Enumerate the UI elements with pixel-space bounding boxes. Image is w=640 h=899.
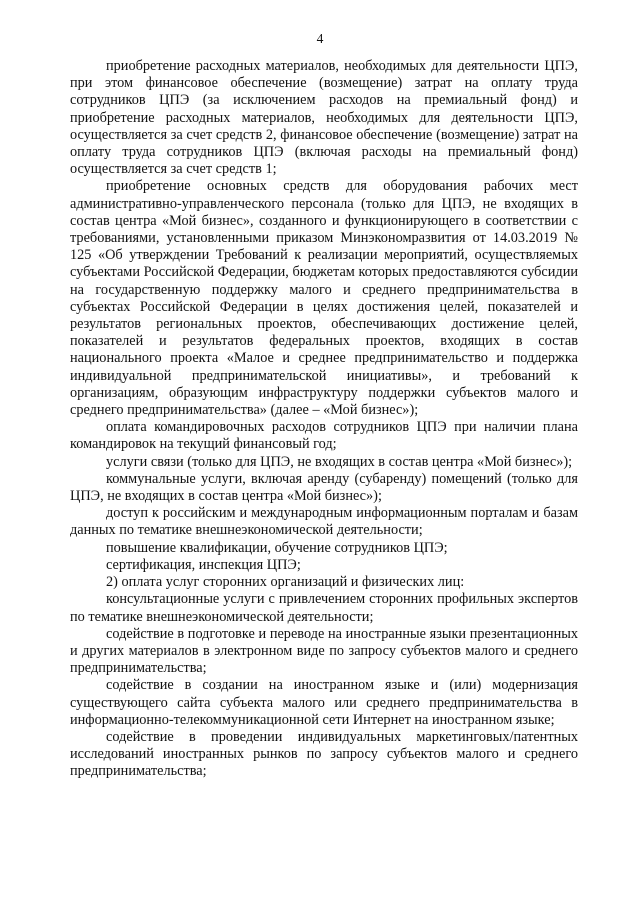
document-body: [70, 58, 578, 781]
paragraph-third-party-services: 2) оплата услуг сторонних организаций и физических лиц:: [106, 574, 465, 591]
paragraph-expendables: приобретение расходных материалов, необходимых для деятельности ЦПЭ, при этом финансовое обеспечение (возмещение) затрат на оплату труда сотрудников ЦПЭ (за исключением расходов на премиальный фонд) и приобретение расходных материалов, необходимых для деятельности ЦПЭ, осуществляется за счет средств 2, финансовое обеспечение (возмещение) затрат на оплату труда сотрудников ЦПЭ (включая расходы на премиальный фонд) осуществляется за счет средств 1;: [70, 58, 578, 178]
paragraph-translation: содействие в подготовке и переводе на иностранные языки презентационных и других материалов в электронном виде по запросу субъектов малого и среднего предпринимательства;: [70, 625, 578, 677]
paragraph-certification: сертификация, инспекция ЦПЭ;: [106, 556, 301, 573]
paragraph-fixed-assets: приобретение основных средств для оборудования рабочих мест административно-управленческого персонала (только для ЦПЭ, не входящих в состав центра «Мой бизнес», созданного и функционирующего в соответствии с требованиями, установленными приказом Минэкономразвития от 14.03.2019 № 125 «Об утверждении Требований к реализации мероприятий, осуществляемых субъектами Российской Федерации, бюджетам которых предоставляются субсидии на государственную поддержку малого и среднего предпринимательства в субъектах Российской Федерации в целях достижения целей, показателей и результатов региональных проектов, обеспечивающих достижение целей, показателей и результатов федеральных проектов, входящих в состав национального проекта «Малое и среднее предпринимательство и поддержка индивидуальной предпринимательской инициативы», и требований к организациям, образующим инфраструктуру поддержки субъектов малого и среднего предпринимательства» (далее – «Мой бизнес»);: [70, 178, 578, 419]
page-number: 4: [316, 31, 324, 46]
paragraph-training: повышение квалификации, обучение сотрудников ЦПЭ;: [106, 539, 448, 556]
paragraph-communication-services: услуги связи (только для ЦПЭ, не входящих в состав центра «Мой бизнес»);: [106, 453, 573, 470]
paragraph-consulting: консультационные услуги с привлечением сторонних профильных экспертов по тематике внешнеэкономической деятельности;: [70, 591, 578, 625]
paragraph-utilities: коммунальные услуги, включая аренду (субаренду) помещений (только для ЦПЭ, не входящих в состав центра «Мой бизнес»);: [70, 470, 578, 505]
paragraph-website: содействие в создании на иностранном языке и (или) модернизация существующего сайта субъекта малого или среднего предпринимательства в информационно-телекоммуникационной сети Интернет на иностранном языке;: [70, 677, 578, 728]
paragraph-portal-access: доступ к российским и международным информационным порталам и базам данных по тематике внешнеэкономической деятельности;: [70, 505, 578, 539]
paragraph-market-research: содействие в проведении индивидуальных маркетинговых/патентных исследований иностранных рынков по запросу субъектов малого и среднего предпринимательства;: [70, 728, 578, 780]
paragraph-travel-expenses: оплата командировочных расходов сотрудников ЦПЭ при наличии плана командировок на текущий финансовый год;: [70, 419, 578, 453]
